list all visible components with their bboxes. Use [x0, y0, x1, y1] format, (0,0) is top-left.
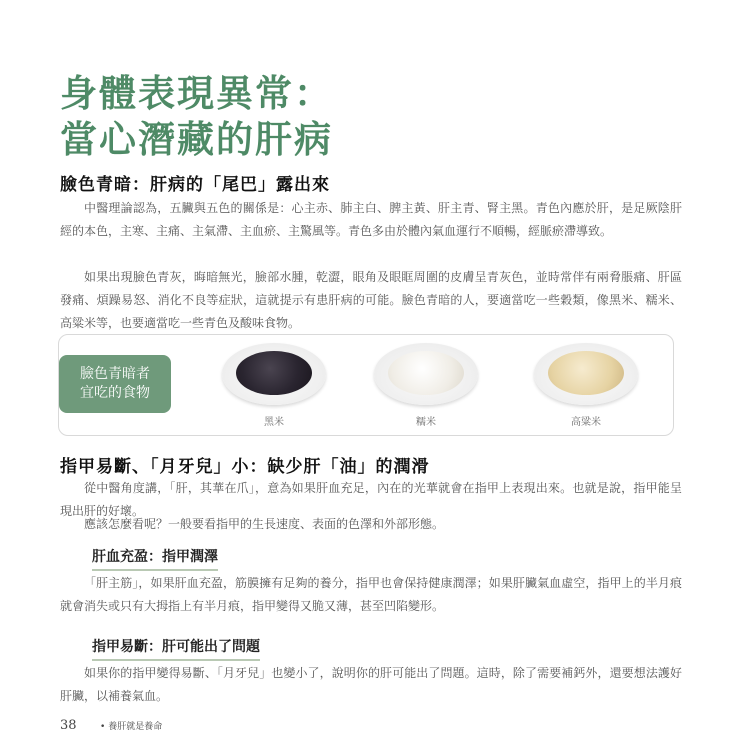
paragraph-liver-nails: 從中醫角度講，「肝，其華在爪」，意為如果肝血充足，內在的光華就會在指甲上表現出來。也就是說，指甲能呈現出肝的好壞。	[60, 481, 682, 518]
section-heading-nails: 指甲易斷、「月牙兒」小：缺少肝「油」的潤滑	[60, 457, 430, 477]
sorghum-rice-bowl-image	[534, 343, 638, 405]
page-footer	[60, 718, 162, 733]
food-box-label-line2: 宜吃的食物	[80, 385, 150, 401]
food-name: 黑米	[264, 417, 284, 428]
glutinous-rice-bowl-image	[374, 343, 478, 405]
recommended-food-box	[58, 334, 674, 436]
food-box-label-line1: 臉色青暗者	[80, 366, 150, 382]
food-item-black-rice	[209, 343, 339, 428]
page-title-line2: 當心潛藏的肝病	[60, 117, 333, 161]
subheading-brittle-nails: 指甲易斷：肝可能出了問題	[92, 636, 260, 661]
paragraph-liver-tendons: 「肝主筋」，如果肝血充盈，筋膜擁有足夠的養分，指甲也會保持健康潤澤；如果肝臟氣血虛空，指甲上的半月痕就會消失或只有大拇指上有半月痕，指甲變得又脆又薄，甚至凹陷變形。	[60, 576, 682, 613]
page-title	[60, 70, 333, 162]
black-rice-bowl-image	[222, 343, 326, 405]
subheading-liver-blood-full: 肝血充盈：指甲潤澤	[92, 546, 218, 571]
page-title-line1: 身體表現異常：	[60, 71, 333, 115]
section-heading-face-color: 臉色青暗：肝病的「尾巴」露出來	[60, 175, 330, 195]
book-title: • 養肝就是養命	[100, 722, 163, 732]
paragraph-face-dark: 如果出現臉色青灰，晦暗無光，臉部水腫，乾澀，眼角及眼眶周圍的皮膚呈青灰色，並時常伴有兩脅脹痛、肝區發痛、煩躁易怒、消化不良等症狀，這就提示有患肝病的可能。臉色青暗的人，要適當吃一些穀類，像黑米、糯米、高粱米等，也要適當吃一些青色及酸味食物。	[60, 270, 682, 330]
paragraph-five-colors: 中醫理論認為，五臟與五色的關係是：心主赤、肺主白、脾主黃、肝主青、腎主黑。青色內應於肝，是足厥陰肝經的本色，主寒、主痛、主氣滯、主血瘀、主驚風等。青色多由於體內氣血運行不順暢，經脈瘀滯導致。	[60, 201, 682, 238]
food-item-sorghum-rice	[521, 343, 651, 428]
page-number: 38	[60, 718, 77, 733]
food-name: 糯米	[416, 417, 436, 428]
paragraph-how-to-check: 應該怎麼看呢？一般要看指甲的生長速度、表面的色澤和外部形態。	[84, 517, 445, 531]
paragraph-brittle-nails: 如果你的指甲變得易斷、「月牙兒」也變小了，說明你的肝可能出了問題。這時，除了需要補鈣外，還要想法護好肝臟，以補養氣血。	[60, 666, 682, 703]
food-name: 高粱米	[571, 417, 601, 428]
food-item-glutinous-rice	[361, 343, 491, 428]
food-box-label	[59, 355, 171, 413]
